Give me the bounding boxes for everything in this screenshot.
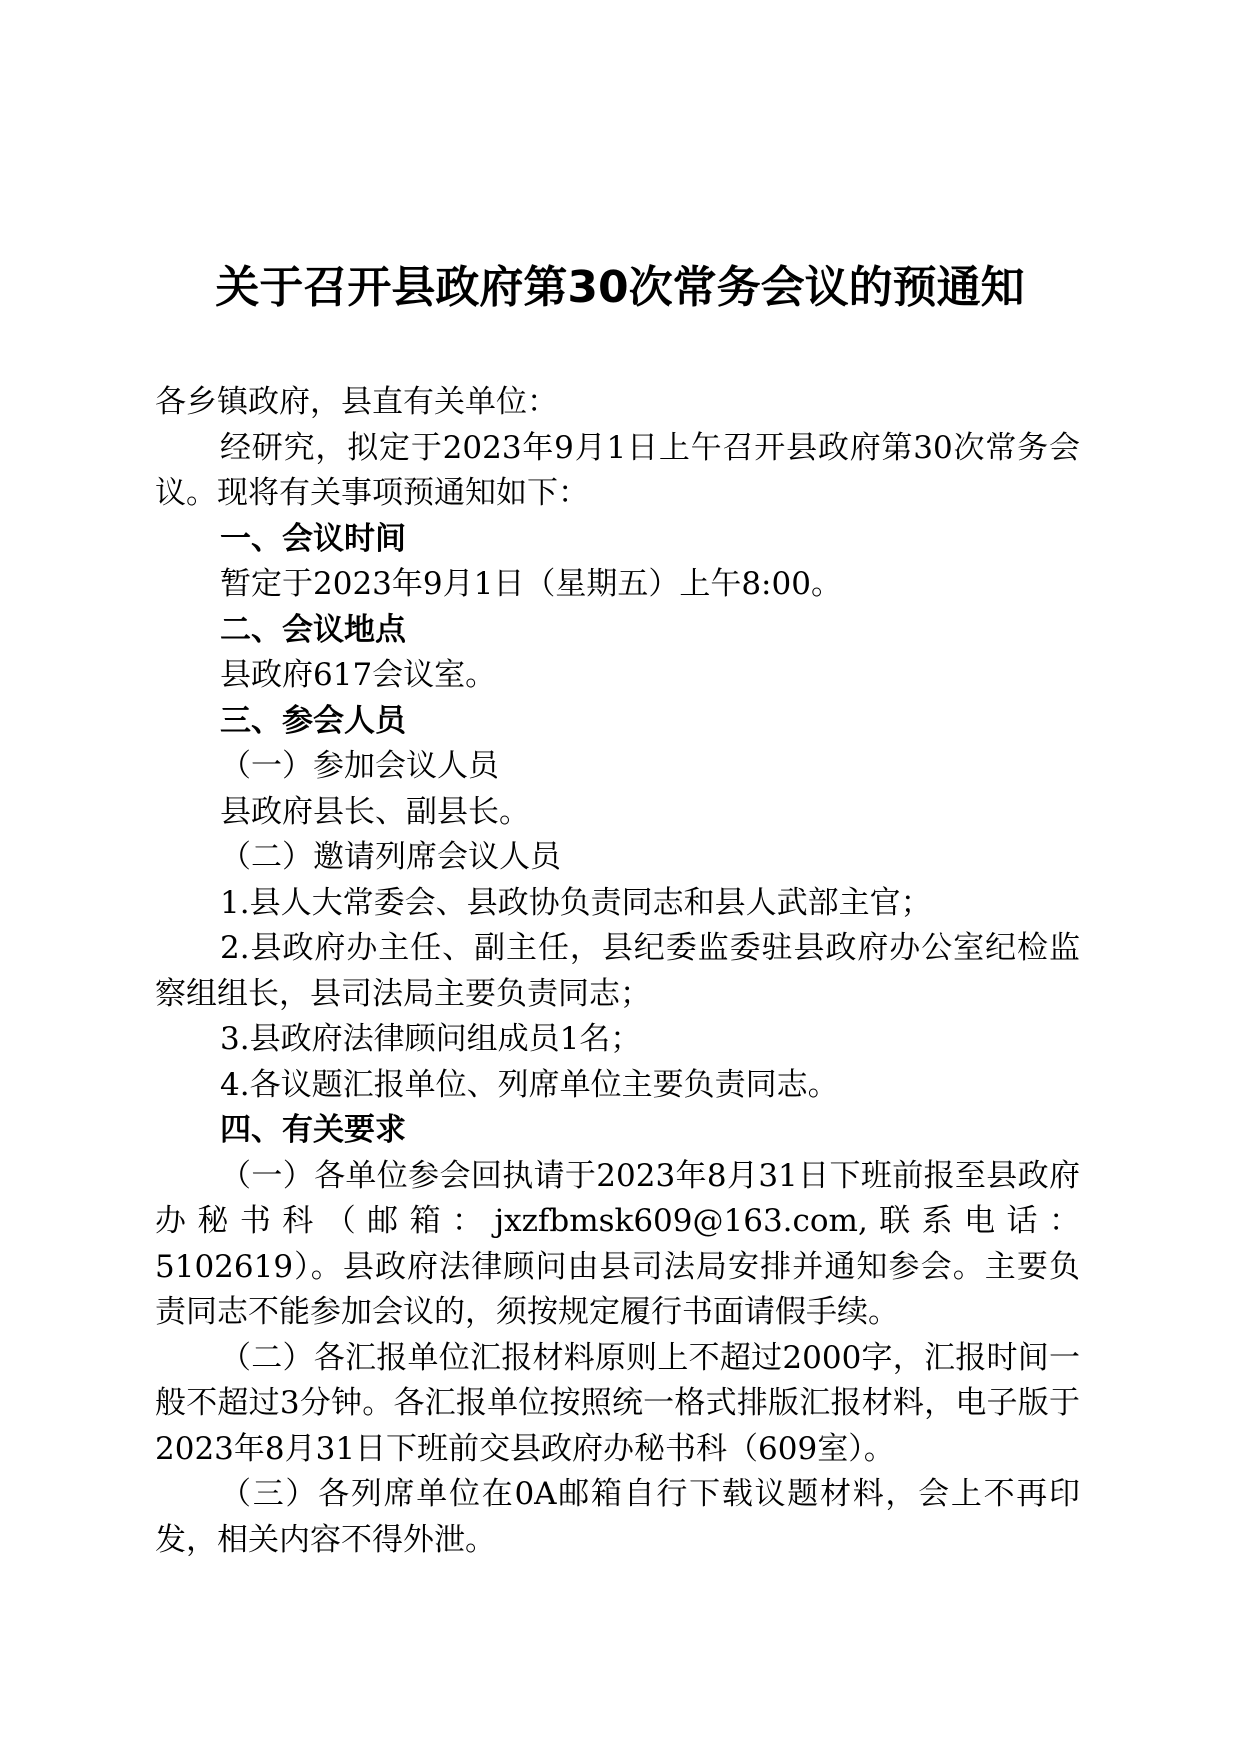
document-title: 关于召开县政府第30次常务会议的预通知 <box>215 262 1025 313</box>
invited-item: 1.县人大常委会、县政协负责同志和县人武部主官； <box>220 884 932 921</box>
section-heading-time: 一、会议时间 <box>220 520 406 557</box>
section-text-time: 暂定于2023年9月1日（星期五）上午8:00。 <box>220 566 842 602</box>
intro-paragraph: 经研究，拟定于2023年9月1日上午召开县政府第30次常务会议。现将有关事项预通知如下： <box>155 429 1080 511</box>
document-body <box>155 380 1080 1563</box>
section-heading-place: 二、会议地点 <box>220 611 406 648</box>
subsection-heading-participants: （一）参加会议人员 <box>220 748 499 784</box>
participants-text: 县政府县长、副县长。 <box>220 793 530 830</box>
salutation: 各乡镇政府，县直有关单位： <box>155 384 558 420</box>
invited-item: 3.县政府法律顾问组成员1名； <box>220 1021 642 1057</box>
section-heading-attendees: 三、参会人员 <box>220 702 406 739</box>
requirement-paragraph: （二）各汇报单位汇报材料原则上不超过2000字，汇报时间一般不超过3分钟。各汇报单位按照统一格式排版汇报材料，电子版于2023年8月31日下班前交县政府办秘书科（609室）。 <box>155 1339 1080 1467</box>
invited-item: 4.各议题汇报单位、列席单位主要负责同志。 <box>220 1066 839 1103</box>
subsection-heading-invited: （二）邀请列席会议人员 <box>220 839 561 875</box>
section-text-place: 县政府617会议室。 <box>220 657 497 693</box>
requirement-paragraph: （一）各单位参会回执请于2023年8月31日下班前报至县政府办秘书科（邮箱：jxzfbmsk609@163.com,联系电话：5102619）。县政府法律顾问由县司法局安排并通知参会。主要负责同志不能参加会议的，须按规定履行书面请假手续。 <box>155 1157 1080 1330</box>
section-heading-requirements: 四、有关要求 <box>220 1112 406 1148</box>
invited-item: 2.县政府办主任、副主任，县纪委监委驻县政府办公室纪检监察组组长，县司法局主要负责同志； <box>155 930 1080 1012</box>
requirement-paragraph: （三）各列席单位在0A邮箱自行下载议题材料，会上不再印发，相关内容不得外泄。 <box>155 1476 1080 1558</box>
